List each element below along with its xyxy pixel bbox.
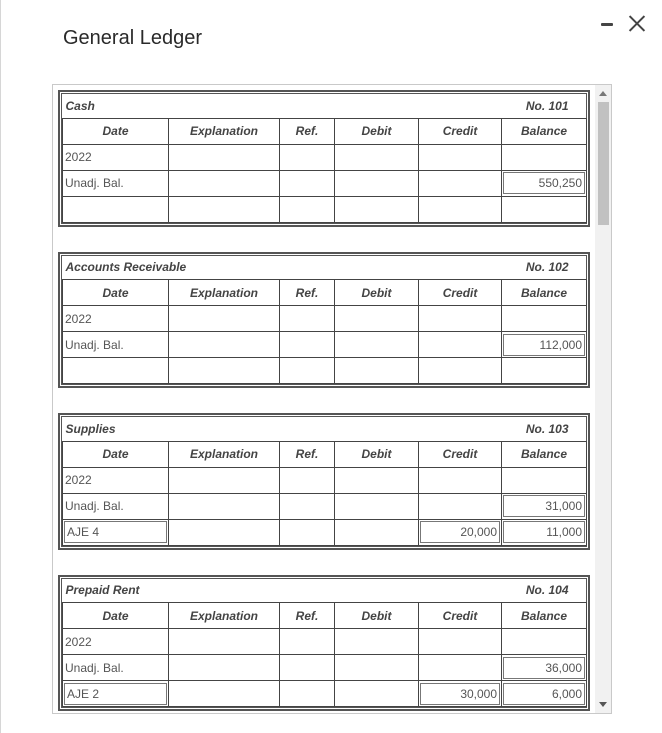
column-header: Balance: [502, 118, 587, 144]
ledger-account: [58, 90, 590, 227]
ref-cell[interactable]: [280, 196, 335, 222]
scroll-down-arrow-icon[interactable]: [599, 702, 607, 707]
explanation-cell[interactable]: [169, 196, 280, 222]
ref-cell[interactable]: [280, 358, 335, 384]
date-cell[interactable]: 2022: [63, 629, 169, 655]
scrollbar-thumb[interactable]: [598, 102, 609, 225]
credit-cell[interactable]: [419, 629, 502, 655]
account-number: No. 103: [419, 417, 587, 441]
credit-cell[interactable]: [419, 655, 502, 681]
ledger-list: [58, 90, 590, 714]
explanation-cell[interactable]: [169, 655, 280, 681]
explanation-cell[interactable]: [169, 629, 280, 655]
table-row: [63, 170, 587, 196]
date-cell[interactable]: Unadj. Bal.: [63, 332, 169, 358]
debit-cell[interactable]: [335, 144, 419, 170]
column-header: Explanation: [169, 118, 280, 144]
balance-cell[interactable]: 31,000: [503, 495, 585, 517]
debit-cell[interactable]: [335, 332, 419, 358]
explanation-cell[interactable]: [169, 519, 280, 545]
date-cell[interactable]: 2022: [63, 306, 169, 332]
debit-cell[interactable]: [335, 170, 419, 196]
column-header: Ref.: [280, 118, 335, 144]
column-header: Credit: [419, 118, 502, 144]
balance-cell[interactable]: 550,250: [503, 172, 585, 194]
minimize-icon[interactable]: [600, 14, 614, 32]
explanation-cell[interactable]: [169, 306, 280, 332]
ref-cell[interactable]: [280, 519, 335, 545]
credit-cell[interactable]: 20,000: [420, 521, 500, 543]
column-header: Debit: [335, 118, 419, 144]
date-cell[interactable]: AJE 4: [64, 521, 167, 543]
ledger-account: [58, 252, 590, 389]
balance-cell[interactable]: [502, 144, 587, 170]
debit-cell[interactable]: [335, 519, 419, 545]
date-cell[interactable]: [63, 196, 169, 222]
balance-cell[interactable]: [502, 358, 587, 384]
vertical-scrollbar[interactable]: [595, 85, 611, 713]
ledger-scroll-area[interactable]: [52, 84, 612, 714]
debit-cell[interactable]: [335, 655, 419, 681]
ref-cell[interactable]: [280, 332, 335, 358]
account-name: Prepaid Rent: [63, 579, 419, 603]
balance-cell[interactable]: 112,000: [503, 334, 585, 356]
ledger-table: [62, 579, 587, 708]
column-header: Ref.: [280, 603, 335, 629]
debit-cell[interactable]: [335, 306, 419, 332]
debit-cell[interactable]: [335, 467, 419, 493]
ref-cell[interactable]: [280, 655, 335, 681]
debit-cell[interactable]: [335, 681, 419, 707]
column-header: Credit: [419, 280, 502, 306]
dialog-title: General Ledger: [63, 27, 202, 49]
date-cell[interactable]: Unadj. Bal.: [63, 493, 169, 519]
column-header: Balance: [502, 603, 587, 629]
credit-cell[interactable]: [419, 144, 502, 170]
credit-cell[interactable]: [419, 196, 502, 222]
credit-cell[interactable]: [419, 170, 502, 196]
column-header: Ref.: [280, 280, 335, 306]
debit-cell[interactable]: [335, 493, 419, 519]
explanation-cell[interactable]: [169, 144, 280, 170]
account-number: No. 104: [419, 579, 587, 603]
column-header: Debit: [335, 603, 419, 629]
table-row: [63, 358, 587, 384]
table-row: [63, 306, 587, 332]
column-header: Date: [63, 280, 169, 306]
explanation-cell[interactable]: [169, 170, 280, 196]
ref-cell[interactable]: [280, 170, 335, 196]
ref-cell[interactable]: [280, 629, 335, 655]
credit-cell[interactable]: [419, 306, 502, 332]
debit-cell[interactable]: [335, 629, 419, 655]
credit-cell[interactable]: [419, 358, 502, 384]
column-header: Date: [63, 118, 169, 144]
ledger-table: [62, 417, 587, 546]
explanation-cell[interactable]: [169, 493, 280, 519]
column-header: Credit: [419, 603, 502, 629]
credit-cell[interactable]: 30,000: [420, 683, 500, 705]
explanation-cell[interactable]: [169, 332, 280, 358]
date-cell[interactable]: 2022: [63, 467, 169, 493]
column-header: Explanation: [169, 441, 280, 467]
explanation-cell[interactable]: [169, 467, 280, 493]
account-name: Accounts Receivable: [63, 256, 419, 280]
table-row: [63, 196, 587, 222]
explanation-cell[interactable]: [169, 681, 280, 707]
table-row: [63, 519, 587, 545]
account-number: No. 101: [419, 94, 587, 118]
account-number: No. 102: [419, 256, 587, 280]
table-row: [63, 655, 587, 681]
ledger-table: [62, 94, 587, 223]
column-header: Credit: [419, 441, 502, 467]
table-row: [63, 144, 587, 170]
debit-cell[interactable]: [335, 196, 419, 222]
ref-cell[interactable]: [280, 493, 335, 519]
credit-cell[interactable]: [419, 493, 502, 519]
scroll-up-arrow-icon[interactable]: [599, 91, 607, 96]
credit-cell[interactable]: [419, 467, 502, 493]
window-controls: [600, 14, 646, 32]
balance-cell[interactable]: [502, 629, 587, 655]
column-header: Debit: [335, 280, 419, 306]
column-header: Explanation: [169, 603, 280, 629]
balance-cell[interactable]: 11,000: [503, 521, 585, 543]
balance-cell[interactable]: [502, 306, 587, 332]
column-header: Ref.: [280, 441, 335, 467]
balance-cell[interactable]: 6,000: [503, 683, 585, 705]
date-cell[interactable]: Unadj. Bal.: [63, 655, 169, 681]
column-header: Date: [63, 441, 169, 467]
date-cell[interactable]: 2022: [63, 144, 169, 170]
ref-cell[interactable]: [280, 681, 335, 707]
column-header: Balance: [502, 280, 587, 306]
ref-cell[interactable]: [280, 144, 335, 170]
balance-cell[interactable]: 36,000: [503, 657, 585, 679]
account-name: Supplies: [63, 417, 419, 441]
balance-cell[interactable]: [502, 467, 587, 493]
ledger-account: [58, 413, 590, 550]
column-header: Explanation: [169, 280, 280, 306]
table-row: [63, 332, 587, 358]
ref-cell[interactable]: [280, 306, 335, 332]
explanation-cell[interactable]: [169, 358, 280, 384]
column-header: Balance: [502, 441, 587, 467]
column-header: Debit: [335, 441, 419, 467]
credit-cell[interactable]: [419, 332, 502, 358]
debit-cell[interactable]: [335, 358, 419, 384]
table-row: [63, 467, 587, 493]
table-row: [63, 493, 587, 519]
table-row: [63, 681, 587, 707]
date-cell[interactable]: AJE 2: [64, 683, 167, 705]
date-cell[interactable]: Unadj. Bal.: [63, 170, 169, 196]
date-cell[interactable]: [63, 358, 169, 384]
column-header: Date: [63, 603, 169, 629]
ledger-account: [58, 575, 590, 712]
ref-cell[interactable]: [280, 467, 335, 493]
account-name: Cash: [63, 94, 419, 118]
ledger-table: [62, 256, 587, 385]
close-icon[interactable]: [628, 14, 646, 32]
balance-cell[interactable]: [502, 196, 587, 222]
table-row: [63, 629, 587, 655]
